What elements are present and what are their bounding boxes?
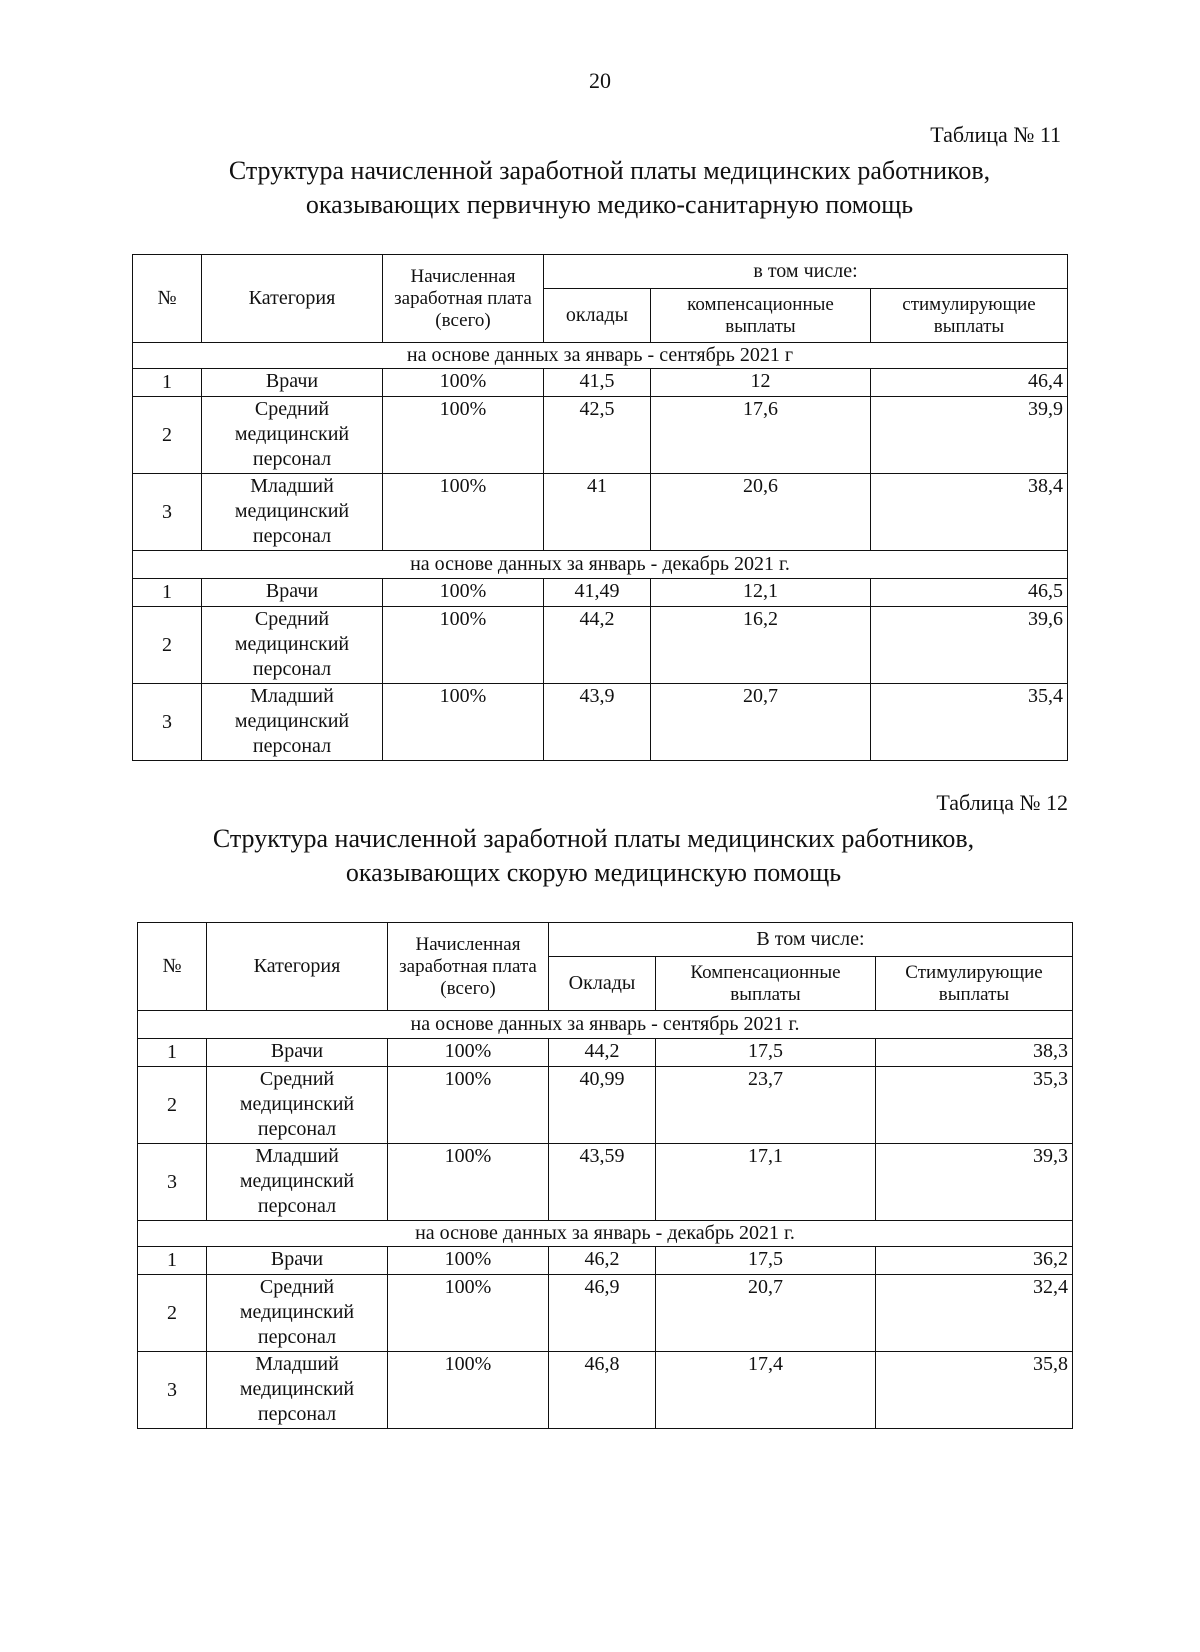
- cat-line: Врачи: [265, 370, 319, 392]
- cat-line: персонал: [257, 1118, 337, 1140]
- cat-line: Средний: [259, 1068, 335, 1090]
- table-title-line: оказывающих первичную медико-санитарную помощь: [305, 190, 914, 219]
- cell-compensation: 17,5: [656, 1039, 876, 1067]
- cell-total: 100%: [383, 397, 544, 474]
- cat-line: Средний: [254, 608, 330, 630]
- cell-stimulating: 39,6: [871, 607, 1068, 684]
- table-caption: Таблица № 11: [930, 122, 1061, 147]
- cell-total: 100%: [383, 579, 544, 607]
- cell-category: [207, 1067, 388, 1144]
- cat-line: Младший: [250, 685, 334, 707]
- period-row: [133, 343, 1068, 369]
- cat-line: медицинский: [234, 500, 350, 522]
- cat-line: медицинский: [234, 633, 350, 655]
- table-row: [133, 579, 1068, 607]
- cat-line: медицинский: [234, 710, 350, 732]
- header-comp-line: Компенсационные: [690, 961, 841, 983]
- cell-salaries: 40,99: [549, 1067, 656, 1144]
- period-row: [138, 1011, 1073, 1039]
- header-comp-line: компенсационные: [687, 293, 834, 315]
- period-row: [138, 1221, 1073, 1247]
- cell-compensation: 17,5: [656, 1247, 876, 1275]
- header-total: [383, 255, 544, 343]
- cell-salaries: 42,5: [544, 397, 651, 474]
- header-compensation: [651, 289, 871, 343]
- period-label: на основе данных за январь - сентябрь 2021 г: [133, 343, 1068, 369]
- header-category: Категория: [202, 255, 383, 343]
- cell-total: 100%: [388, 1247, 549, 1275]
- cell-num: 2: [138, 1275, 207, 1352]
- cell-stimulating: 39,3: [876, 1144, 1073, 1221]
- cell-total: 100%: [383, 684, 544, 761]
- table-caption: Таблица № 12: [936, 790, 1068, 815]
- period-row: [133, 551, 1068, 579]
- cat-line: Врачи: [265, 580, 319, 602]
- table-row: [138, 1247, 1073, 1275]
- header-including: в том числе:: [544, 255, 1068, 289]
- cell-stimulating: 38,3: [876, 1039, 1073, 1067]
- cell-total: 100%: [388, 1352, 549, 1429]
- cat-line: Младший: [255, 1145, 339, 1167]
- header-total-line: Начисленная: [415, 933, 521, 955]
- cell-salaries: 46,8: [549, 1352, 656, 1429]
- cell-category: [207, 1352, 388, 1429]
- cell-num: 3: [138, 1144, 207, 1221]
- cell-salaries: 41,49: [544, 579, 651, 607]
- cat-line: медицинский: [239, 1170, 355, 1192]
- cell-category: [202, 579, 383, 607]
- cat-line: Средний: [259, 1276, 335, 1298]
- cell-stimulating: 46,4: [871, 369, 1068, 397]
- header-row: [138, 923, 1073, 957]
- cell-stimulating: 36,2: [876, 1247, 1073, 1275]
- cell-compensation: 12,1: [651, 579, 871, 607]
- cell-category: [207, 1039, 388, 1067]
- cell-stimulating: 35,3: [876, 1067, 1073, 1144]
- cell-stimulating: 38,4: [871, 474, 1068, 551]
- cell-total: 100%: [383, 607, 544, 684]
- table-row: [138, 1144, 1073, 1221]
- cell-total: 100%: [388, 1144, 549, 1221]
- header-total-line: (всего): [440, 977, 496, 999]
- table-title: [137, 822, 1050, 890]
- period-label: на основе данных за январь - сентябрь 2021 г.: [138, 1011, 1073, 1039]
- cell-category: [202, 369, 383, 397]
- cat-line: Врачи: [270, 1040, 324, 1062]
- header-row: [133, 255, 1068, 289]
- cell-num: 3: [133, 474, 202, 551]
- header-salaries: оклады: [544, 289, 651, 343]
- cell-compensation: 20,7: [651, 684, 871, 761]
- cat-line: Врачи: [270, 1248, 324, 1270]
- cell-total: 100%: [388, 1067, 549, 1144]
- cell-category: [202, 397, 383, 474]
- header-salaries: Оклады: [549, 957, 656, 1011]
- table-title-line: оказывающих скорую медицинскую помощь: [345, 858, 842, 887]
- cat-line: Средний: [254, 398, 330, 420]
- cell-num: 3: [138, 1352, 207, 1429]
- cat-line: медицинский: [234, 423, 350, 445]
- header-total-line: Начисленная: [410, 265, 516, 287]
- cell-stimulating: 35,4: [871, 684, 1068, 761]
- cat-line: персонал: [257, 1195, 337, 1217]
- cat-line: персонал: [252, 658, 332, 680]
- table-title-line: Структура начисленной заработной платы медицинских работников,: [212, 824, 975, 853]
- table-row: [133, 684, 1068, 761]
- header-category: Категория: [207, 923, 388, 1011]
- cell-total: 100%: [383, 369, 544, 397]
- cell-category: [207, 1275, 388, 1352]
- cell-stimulating: 46,5: [871, 579, 1068, 607]
- header-stim-line: Стимулирующие: [905, 961, 1043, 983]
- cell-stimulating: 35,8: [876, 1352, 1073, 1429]
- cell-salaries: 44,2: [544, 607, 651, 684]
- cell-stimulating: 39,9: [871, 397, 1068, 474]
- cell-total: 100%: [388, 1275, 549, 1352]
- cat-line: персонал: [252, 448, 332, 470]
- period-label: на основе данных за январь - декабрь 2021 г.: [133, 551, 1068, 579]
- header-stim-line: выплаты: [938, 983, 1010, 1005]
- header-total-line: заработная плата: [399, 955, 537, 977]
- cell-num: 1: [133, 369, 202, 397]
- cat-line: персонал: [257, 1403, 337, 1425]
- cell-num: 2: [133, 607, 202, 684]
- cell-compensation: 17,6: [651, 397, 871, 474]
- table-row: [133, 397, 1068, 474]
- table-title-line: Структура начисленной заработной платы медицинских работников,: [228, 156, 991, 185]
- header-num: №: [133, 255, 202, 343]
- table-row: [138, 1275, 1073, 1352]
- cell-category: [202, 607, 383, 684]
- table-11-block: [132, 122, 1067, 761]
- cell-total: 100%: [383, 474, 544, 551]
- cat-line: персонал: [252, 525, 332, 547]
- cat-line: медицинский: [239, 1301, 355, 1323]
- cell-salaries: 43,9: [544, 684, 651, 761]
- cat-line: медицинский: [239, 1093, 355, 1115]
- table-12-block: [137, 790, 1072, 1429]
- cell-salaries: 46,2: [549, 1247, 656, 1275]
- header-compensation: [656, 957, 876, 1011]
- cell-compensation: 17,4: [656, 1352, 876, 1429]
- cell-num: 3: [133, 684, 202, 761]
- cell-num: 1: [133, 579, 202, 607]
- cat-line: Младший: [255, 1353, 339, 1375]
- header-stim-line: стимулирующие: [902, 293, 1036, 315]
- cell-num: 1: [138, 1039, 207, 1067]
- cell-compensation: 12: [651, 369, 871, 397]
- cell-compensation: 20,7: [656, 1275, 876, 1352]
- cell-salaries: 46,9: [549, 1275, 656, 1352]
- cell-stimulating: 32,4: [876, 1275, 1073, 1352]
- cell-num: 2: [133, 397, 202, 474]
- header-comp-line: выплаты: [730, 983, 801, 1005]
- header-including: В том числе:: [549, 923, 1073, 957]
- header-stimulating: [871, 289, 1068, 343]
- cell-compensation: 23,7: [656, 1067, 876, 1144]
- cat-line: персонал: [252, 735, 332, 757]
- cell-num: 2: [138, 1067, 207, 1144]
- cell-compensation: 20,6: [651, 474, 871, 551]
- header-comp-line: выплаты: [725, 315, 796, 337]
- header-stimulating: [876, 957, 1073, 1011]
- cell-category: [207, 1144, 388, 1221]
- header-total: [388, 923, 549, 1011]
- salary-structure-table: [137, 922, 1073, 1429]
- header-stim-line: выплаты: [933, 315, 1005, 337]
- header-total-line: заработная плата: [394, 287, 532, 309]
- cell-category: [202, 474, 383, 551]
- cell-category: [207, 1247, 388, 1275]
- cell-salaries: 41: [544, 474, 651, 551]
- table-row: [133, 607, 1068, 684]
- cell-salaries: 43,59: [549, 1144, 656, 1221]
- page-number: 20: [589, 68, 611, 93]
- cell-num: 1: [138, 1247, 207, 1275]
- cell-compensation: 17,1: [656, 1144, 876, 1221]
- cell-salaries: 44,2: [549, 1039, 656, 1067]
- cell-compensation: 16,2: [651, 607, 871, 684]
- table-row: [138, 1067, 1073, 1144]
- cell-category: [202, 684, 383, 761]
- cell-salaries: 41,5: [544, 369, 651, 397]
- table-row: [138, 1039, 1073, 1067]
- header-num: №: [138, 923, 207, 1011]
- cell-total: 100%: [388, 1039, 549, 1067]
- period-label: на основе данных за январь - декабрь 2021 г.: [138, 1221, 1073, 1247]
- cat-line: персонал: [257, 1326, 337, 1348]
- table-row: [133, 369, 1068, 397]
- table-title: [152, 154, 1067, 222]
- table-row: [133, 474, 1068, 551]
- salary-structure-table: [132, 254, 1068, 761]
- cat-line: Младший: [250, 475, 334, 497]
- header-total-line: (всего): [435, 309, 491, 331]
- table-row: [138, 1352, 1073, 1429]
- cat-line: медицинский: [239, 1378, 355, 1400]
